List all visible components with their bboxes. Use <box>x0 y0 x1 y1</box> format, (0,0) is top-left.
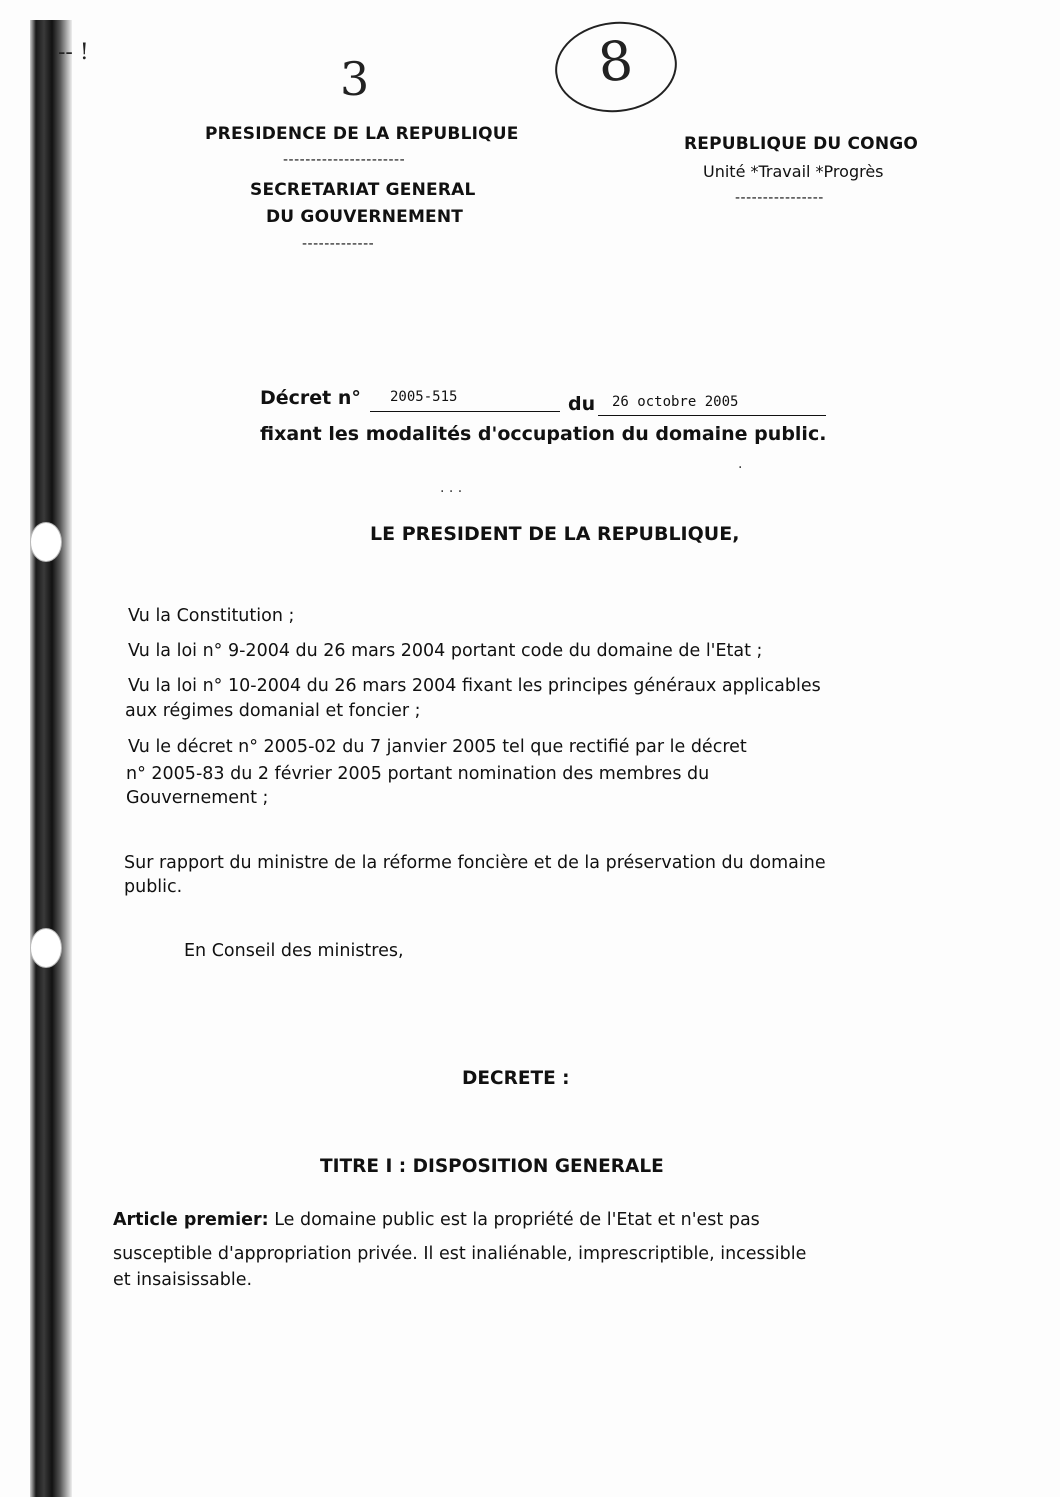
visa-line: Vu la loi n° 9-2004 du 26 mars 2004 portant code du domaine de l'Etat ; <box>128 641 763 661</box>
president-heading: LE PRESIDENT DE LA REPUBLIQUE, <box>370 523 740 545</box>
visa-line: Vu la Constitution ; <box>128 606 295 626</box>
handwritten-page-number: 3 <box>340 52 370 106</box>
visa-line: Gouvernement ; <box>126 788 269 808</box>
decree-date: 26 octobre 2005 <box>612 394 739 410</box>
article-1-text: Le domaine public est la propriété de l'Etat et n'est pas <box>268 1210 760 1230</box>
stroke-marks: -- ! <box>58 40 89 65</box>
council-line: En Conseil des ministres, <box>184 941 404 961</box>
report-line: public. <box>124 877 183 897</box>
header-presidence: PRESIDENCE DE LA REPUBLIQUE <box>205 124 519 144</box>
header-left-dashes-1: ---------------------- <box>283 152 406 168</box>
header-right-dashes: ---------------- <box>735 190 824 206</box>
article-1-line-3: et insaisissable. <box>113 1270 253 1290</box>
header-secretariat: SECRETARIAT GENERAL <box>250 180 476 200</box>
visa-line: Vu le décret n° 2005-02 du 7 janvier 2005 tel que rectifié par le décret <box>128 737 747 757</box>
decree-subject: fixant les modalités d'occupation du domaine public. <box>260 423 827 445</box>
decrete-heading: DECRETE : <box>462 1068 570 1089</box>
header-motto: Unité *Travail *Progrès <box>703 162 884 181</box>
article-1-line-1 <box>113 1210 760 1230</box>
visa-line: n° 2005-83 du 2 février 2005 portant nomination des membres du <box>126 764 710 784</box>
scan-speck: · <box>738 460 743 476</box>
decree-number: 2005-515 <box>390 389 458 405</box>
header-republique-congo: REPUBLIQUE DU CONGO <box>684 134 919 154</box>
scan-speck: · · · <box>440 484 463 500</box>
article-1-line-2: susceptible d'appropriation privée. Il est inaliénable, imprescriptible, incessible <box>113 1244 807 1264</box>
decree-date-line <box>598 415 826 416</box>
visa-line: Vu la loi n° 10-2004 du 26 mars 2004 fixant les principes généraux applicables <box>128 676 821 696</box>
punch-hole-top <box>30 522 62 562</box>
decree-number-label: Décret n° <box>260 387 361 409</box>
header-gouvernement: DU GOUVERNEMENT <box>266 207 464 227</box>
article-1-label: Article premier: <box>113 1210 269 1230</box>
header-left-dashes-2: ------------- <box>302 236 375 252</box>
decree-date-label: du <box>568 393 596 415</box>
punch-hole-bottom <box>30 928 62 968</box>
binding-strip <box>30 20 72 1497</box>
title-1-heading: TITRE I : DISPOSITION GENERALE <box>320 1156 664 1177</box>
circled-number: 8 <box>595 28 636 95</box>
decree-number-line <box>370 411 560 412</box>
report-line: Sur rapport du ministre de la réforme foncière et de la préservation du domaine <box>124 853 826 873</box>
circled-number-stamp <box>551 16 682 118</box>
visa-line: aux régimes domanial et foncier ; <box>125 701 421 721</box>
